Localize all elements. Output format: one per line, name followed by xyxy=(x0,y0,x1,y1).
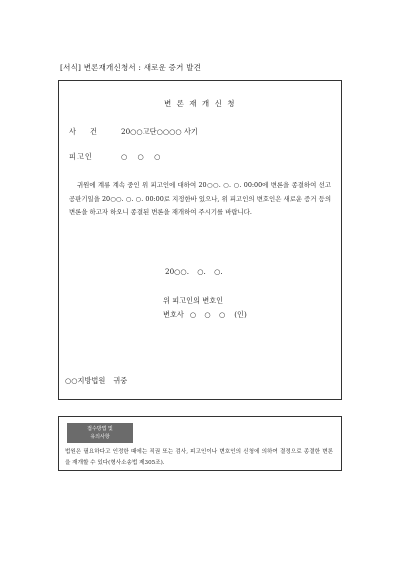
case-value: 20○○고단○○○○ 사기 xyxy=(121,127,198,136)
seal-mark: (인) xyxy=(234,310,247,319)
notes-badge xyxy=(67,423,133,443)
case-label: 사건 xyxy=(69,127,111,136)
attorney-label: 변호사 xyxy=(163,310,184,319)
application-date: 20○○. ○. ○. xyxy=(165,267,223,276)
attorney-name: ○ ○ ○ xyxy=(189,310,229,319)
notes-badge-line1: 접수방법 및 xyxy=(87,426,113,432)
court-suffix: 귀중 xyxy=(113,376,128,385)
notes-box xyxy=(58,416,342,471)
form-title: 변 론 재 개 신 청 xyxy=(164,99,236,108)
application-form xyxy=(58,80,342,400)
court-name: ○○지방법원 xyxy=(65,376,106,385)
application-body: 귀원에 계류 계속 중인 위 피고인에 대하여 20○○. ○. ○. 00:00에 변론을 종결하여 선고공판기일을 20○○. ○. ○. 00:00로 지정한바 있으나, 위 피고인의 변호인은 새로운 증거 등의 변론을 하고자 하오니 종결된 변론을 재개하여 주시기를 바랍니다. xyxy=(69,181,331,216)
case-row xyxy=(69,127,198,137)
attorney-line xyxy=(163,310,247,320)
attorney-title: 위 피고인의 변호인 xyxy=(163,296,224,305)
defendant-row xyxy=(69,152,164,162)
defendant-label: 피고인 xyxy=(69,152,93,161)
notes-badge-line2: 유의사항 xyxy=(90,434,110,440)
defendant-value: ○ ○ ○ xyxy=(121,152,165,161)
court-addressee xyxy=(65,376,127,386)
form-caption: [서식] 변론재개신청서 : 새로운 증거 발견 xyxy=(60,63,202,72)
notes-text: 법원은 필요하다고 인정한 때에는 직권 또는 검사, 피고인이나 변호인의 신청에 의하여 결정으로 종결한 변론을 재개할 수 있다(형사소송법 제305조). xyxy=(65,449,333,466)
